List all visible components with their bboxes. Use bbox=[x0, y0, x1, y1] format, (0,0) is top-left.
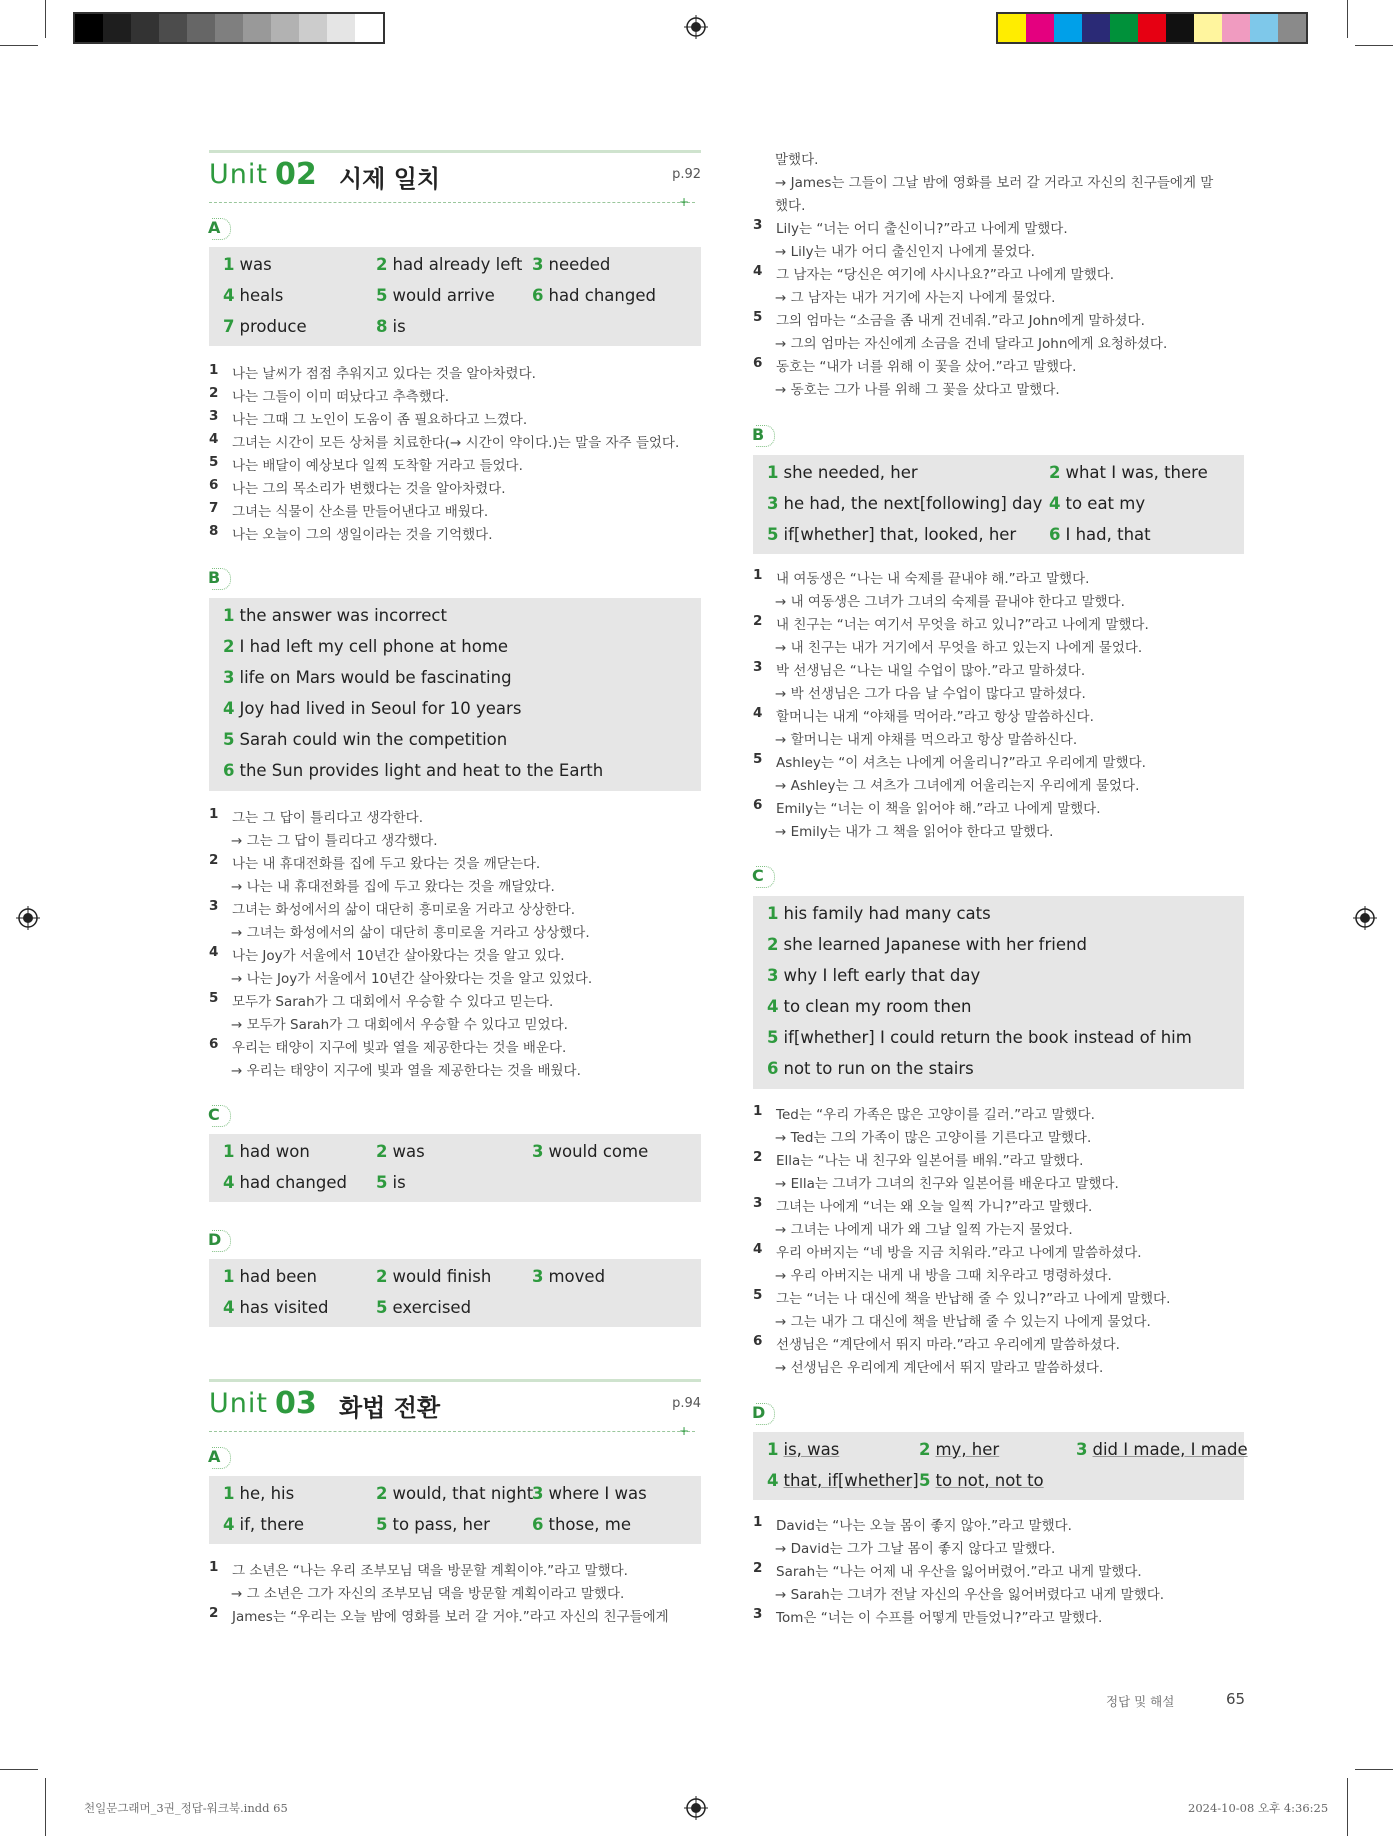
answer-item: 5 if[whether] I could return the book instead of him bbox=[767, 1028, 1192, 1047]
explanation-number: 3 bbox=[209, 408, 219, 424]
answer-item: 1 had won bbox=[223, 1142, 310, 1161]
crop-mark bbox=[1347, 0, 1348, 38]
explanation-text: Ashley는 “이 셔츠는 나에게 어울리니?”라고 우리에게 말했다. bbox=[776, 755, 1146, 771]
answer-item: 1 his family had many cats bbox=[767, 904, 991, 923]
explanation-number: 4 bbox=[753, 263, 763, 279]
crop-mark bbox=[1355, 1769, 1393, 1770]
section-label-d: D bbox=[752, 1401, 776, 1425]
answer-item: 5 to pass, her bbox=[376, 1515, 490, 1534]
plus-dot-icon: + bbox=[678, 195, 689, 209]
explanation-text: 할머니는 내게 “야채를 먹어라.”라고 항상 말씀하신다. bbox=[776, 709, 1094, 725]
explanation-text: Ted는 “우리 가족은 많은 고양이를 길러.”라고 말했다. bbox=[776, 1107, 1095, 1123]
explanation-number: 2 bbox=[753, 1560, 763, 1576]
color-swatch bbox=[1166, 14, 1194, 42]
unit-title: 화법 전환 bbox=[339, 1394, 441, 1422]
explanation-text: → Ashley는 그 셔츠가 그녀에게 어울리는지 우리에게 물었다. bbox=[775, 778, 1140, 794]
color-swatch bbox=[299, 14, 327, 42]
answer-item: 1 had been bbox=[223, 1267, 318, 1286]
grayscale-color-bar bbox=[73, 12, 385, 44]
color-swatch bbox=[1250, 14, 1278, 42]
color-swatch bbox=[327, 14, 355, 42]
explanation-text: 박 선생님은 “나는 내일 수업이 많아.”라고 말하셨다. bbox=[776, 663, 1086, 679]
explanation-number: 7 bbox=[209, 500, 219, 516]
unit-underline bbox=[209, 202, 695, 203]
page-number: 65 bbox=[1226, 1690, 1246, 1708]
answer-item: 3 did I made, I made bbox=[1076, 1440, 1248, 1459]
explanation-text: 우리 아버지는 “네 방을 지금 치워라.”라고 나에게 말씀하셨다. bbox=[776, 1245, 1142, 1261]
answer-item: 6 I had, that bbox=[1049, 525, 1151, 544]
answer-item: 8 is bbox=[376, 317, 406, 336]
explanation-text: → 그는 내가 그 대신에 책을 반납해 줄 수 있는지 나에게 물었다. bbox=[775, 1314, 1151, 1330]
registration-mark-icon bbox=[684, 1796, 708, 1820]
explanation-number: 1 bbox=[209, 1559, 219, 1575]
section-label-b: B bbox=[208, 566, 232, 590]
answer-item: 1 was bbox=[223, 255, 272, 274]
explanation-text: → Ella는 그녀가 그녀의 친구와 일본어를 배운다고 말했다. bbox=[775, 1176, 1119, 1192]
explanation-number: 5 bbox=[753, 1287, 763, 1303]
answer-item: 3 needed bbox=[532, 255, 611, 274]
answer-item: 7 produce bbox=[223, 317, 307, 336]
color-swatch bbox=[1222, 14, 1250, 42]
answer-box bbox=[209, 598, 701, 791]
answer-item: 2 was bbox=[376, 1142, 425, 1161]
explanation-text: → 할머니는 내게 야채를 먹으라고 항상 말씀하신다. bbox=[775, 732, 1078, 748]
explanation-text: → 내 여동생은 그녀가 그녀의 숙제를 끝내야 한다고 말했다. bbox=[775, 594, 1125, 610]
color-swatch bbox=[243, 14, 271, 42]
answer-box bbox=[753, 896, 1244, 1089]
explanation-number: 6 bbox=[753, 1333, 763, 1349]
explanation-number: 6 bbox=[209, 477, 219, 493]
color-swatch bbox=[355, 14, 383, 42]
explanation-text: → 나는 내 휴대전화를 집에 두고 왔다는 것을 깨달았다. bbox=[231, 879, 555, 895]
explanation-number: 1 bbox=[753, 1103, 763, 1119]
explanation-text: → Lily는 내가 어디 출신인지 나에게 물었다. bbox=[775, 244, 1035, 260]
unit-page-ref: p.92 bbox=[672, 167, 701, 182]
slug-timestamp: 2024-10-08 오후 4:36:25 bbox=[1188, 1801, 1329, 1815]
explanation-number: 2 bbox=[209, 1605, 219, 1621]
color-swatch bbox=[1026, 14, 1054, 42]
answer-item: 4 has visited bbox=[223, 1298, 329, 1317]
explanation-text: → 동호는 그가 나를 위해 그 꽃을 샀다고 말했다. bbox=[775, 382, 1060, 398]
explanation-text: 나는 오늘이 그의 생일이라는 것을 기억했다. bbox=[232, 527, 493, 543]
answer-box bbox=[753, 1432, 1248, 1500]
explanation-number: 4 bbox=[209, 431, 219, 447]
explanation-text: → 그의 엄마는 자신에게 소금을 건네 달라고 John에게 요청하셨다. bbox=[775, 336, 1168, 352]
explanation-text: 나는 그의 목소리가 변했다는 것을 알아차렸다. bbox=[232, 481, 506, 497]
answer-item: 2 what I was, there bbox=[1049, 463, 1208, 482]
answer-item: 3 he had, the next[following] day bbox=[767, 494, 1043, 513]
answer-item: 4 had changed bbox=[223, 1173, 347, 1192]
explanation-text: 그 남자는 “당신은 여기에 사시나요?”라고 나에게 말했다. bbox=[776, 267, 1115, 283]
color-swatch bbox=[1054, 14, 1082, 42]
color-swatch bbox=[271, 14, 299, 42]
answer-item: 1 she needed, her bbox=[767, 463, 918, 482]
explanation-text: → 내 친구는 내가 거기에서 무엇을 하고 있는지 나에게 물었다. bbox=[775, 640, 1143, 656]
unit-title: 시제 일치 bbox=[339, 165, 441, 193]
answer-box bbox=[753, 455, 1244, 554]
section-label-a: A bbox=[208, 216, 232, 240]
explanation-text: → 나는 Joy가 서울에서 10년간 살아왔다는 것을 알고 있었다. bbox=[231, 971, 593, 987]
registration-mark-icon bbox=[684, 15, 708, 39]
explanation-number: 5 bbox=[209, 454, 219, 470]
explanation-number: 6 bbox=[209, 1036, 219, 1052]
answer-item: 5 exercised bbox=[376, 1298, 472, 1317]
explanation-text: Ella는 “나는 내 친구와 일본어를 배워.”라고 말했다. bbox=[776, 1153, 1084, 1169]
answer-item: 5 Sarah could win the competition bbox=[223, 730, 508, 749]
explanation-number: 4 bbox=[209, 944, 219, 960]
explanation-number: 5 bbox=[753, 309, 763, 325]
explanation-text: → 그는 그 답이 틀리다고 생각했다. bbox=[231, 833, 438, 849]
answer-item: 4 that, if[whether] bbox=[767, 1471, 919, 1490]
unit-word: Unit bbox=[209, 1388, 268, 1419]
color-swatch bbox=[998, 14, 1026, 42]
explanation-text: 나는 내 휴대전화를 집에 두고 왔다는 것을 깨닫는다. bbox=[232, 856, 541, 872]
unit-02-header bbox=[209, 150, 701, 213]
explanation-text: James는 “우리는 오늘 밤에 영화를 보러 갈 거야.”라고 자신의 친구들에게 bbox=[232, 1609, 669, 1625]
explanation-text: 동호는 “내가 너를 위해 이 꽃을 샀어.”라고 말했다. bbox=[776, 359, 1077, 375]
section-label-a: A bbox=[208, 1445, 232, 1469]
color-swatch bbox=[1278, 14, 1306, 42]
slug-filename: 천일문그래머_3권_정답-워크북.indd 65 bbox=[84, 1801, 288, 1815]
color-swatch bbox=[215, 14, 243, 42]
crop-mark bbox=[1347, 1778, 1348, 1836]
explanation-text: 나는 그때 그 노인이 도움이 좀 필요하다고 느꼈다. bbox=[232, 412, 528, 428]
color-swatch bbox=[1138, 14, 1166, 42]
explanation-text: → Emily는 내가 그 책을 읽어야 한다고 말했다. bbox=[775, 824, 1054, 840]
explanation-number: 3 bbox=[753, 1606, 763, 1622]
explanation-number: 6 bbox=[753, 797, 763, 813]
color-swatch bbox=[187, 14, 215, 42]
explanation-text: 나는 날씨가 점점 추워지고 있다는 것을 알아차렸다. bbox=[232, 366, 536, 382]
explanation-number: 5 bbox=[753, 751, 763, 767]
explanation-text: → 우리는 태양이 지구에 빛과 열을 제공한다는 것을 배웠다. bbox=[231, 1063, 581, 1079]
answer-item: 5 to not, not to bbox=[919, 1471, 1044, 1490]
explanation-text: 우리는 태양이 지구에 빛과 열을 제공한다는 것을 배운다. bbox=[232, 1040, 567, 1056]
explanation-number: 3 bbox=[753, 217, 763, 233]
crop-mark bbox=[1355, 45, 1393, 46]
explanation-text: 그녀는 시간이 모든 상처를 치료한다(→ 시간이 약이다.)는 말을 자주 들었다. bbox=[232, 435, 680, 451]
answer-item: 3 moved bbox=[532, 1267, 606, 1286]
explanation-text: 그녀는 나에게 “너는 왜 오늘 일찍 가니?”라고 말했다. bbox=[776, 1199, 1093, 1215]
answer-item: 6 the Sun provides light and heat to the Earth bbox=[223, 761, 604, 780]
explanation-number: 3 bbox=[753, 659, 763, 675]
explanation-text: → 그녀는 나에게 내가 왜 그날 일찍 가는지 물었다. bbox=[775, 1222, 1073, 1238]
explanation-text: → 그녀는 화성에서의 삶이 대단히 흥미로울 거라고 상상했다. bbox=[231, 925, 590, 941]
answer-item: 2 my, her bbox=[919, 1440, 1000, 1459]
answer-item: 1 the answer was incorrect bbox=[223, 606, 447, 625]
explanation-text: → David는 그가 그날 몸이 좋지 않다고 말했다. bbox=[775, 1541, 1056, 1557]
unit-number: 02 bbox=[275, 157, 317, 192]
explanation-text: 내 여동생은 “나는 내 숙제를 끝내야 해.”라고 말했다. bbox=[776, 571, 1090, 587]
color-swatch bbox=[75, 14, 103, 42]
answer-item: 5 is bbox=[376, 1173, 406, 1192]
explanation-number: 1 bbox=[209, 362, 219, 378]
explanation-text: 모두가 Sarah가 그 대회에서 우승할 수 있다고 믿는다. bbox=[232, 994, 554, 1010]
explanation-number: 2 bbox=[209, 385, 219, 401]
answer-item: 4 to clean my room then bbox=[767, 997, 972, 1016]
crop-mark bbox=[0, 1769, 38, 1770]
color-swatch bbox=[1082, 14, 1110, 42]
explanation-text: 그녀는 식물이 산소를 만들어낸다고 배웠다. bbox=[232, 504, 489, 520]
explanation-text: David는 “나는 오늘 몸이 좋지 않아.”라고 말했다. bbox=[776, 1518, 1072, 1534]
color-swatch bbox=[103, 14, 131, 42]
answer-item: 1 is, was bbox=[767, 1440, 840, 1459]
explanation-text: → 선생님은 우리에게 계단에서 뛰지 말라고 말씀하셨다. bbox=[775, 1360, 1104, 1376]
answer-item: 4 if, there bbox=[223, 1515, 305, 1534]
explanation-text: 그의 엄마는 “소금을 좀 내게 건네줘.”라고 John에게 말하셨다. bbox=[776, 313, 1145, 329]
explanation-number: 2 bbox=[209, 852, 219, 868]
plus-dot-icon: + bbox=[678, 1424, 689, 1438]
explanation-text: 했다. bbox=[775, 198, 806, 214]
explanation-text: 말했다. bbox=[775, 152, 819, 168]
answer-item: 6 those, me bbox=[532, 1515, 631, 1534]
answer-item: 4 heals bbox=[223, 286, 284, 305]
answer-item: 4 Joy had lived in Seoul for 10 years bbox=[223, 699, 522, 718]
explanation-text: 그는 그 답이 틀리다고 생각한다. bbox=[232, 810, 423, 826]
explanation-text: → 우리 아버지는 내게 내 방을 그때 치우라고 명령하셨다. bbox=[775, 1268, 1112, 1284]
cmyk-color-bar bbox=[996, 12, 1308, 44]
crop-mark bbox=[45, 0, 46, 38]
explanation-text: 그녀는 화성에서의 삶이 대단히 흥미로울 거라고 상상한다. bbox=[232, 902, 576, 918]
answer-box bbox=[209, 247, 701, 346]
unit-underline bbox=[209, 1431, 695, 1432]
color-swatch bbox=[1110, 14, 1138, 42]
answer-item: 2 would finish bbox=[376, 1267, 492, 1286]
explanation-number: 3 bbox=[209, 898, 219, 914]
answer-box bbox=[209, 1134, 701, 1202]
explanation-number: 6 bbox=[753, 355, 763, 371]
explanation-text: 나는 그들이 이미 떠났다고 추측했다. bbox=[232, 389, 450, 405]
explanation-number: 5 bbox=[209, 990, 219, 1006]
answer-item: 2 she learned Japanese with her friend bbox=[767, 935, 1087, 954]
answer-item: 6 not to run on the stairs bbox=[767, 1059, 974, 1078]
crop-mark bbox=[45, 1778, 46, 1836]
answer-item: 2 would, that night bbox=[376, 1484, 534, 1503]
section-label-c: C bbox=[208, 1103, 232, 1127]
answer-item: 4 to eat my bbox=[1049, 494, 1146, 513]
explanation-text: 내 친구는 “너는 여기서 무엇을 하고 있니?”라고 나에게 말했다. bbox=[776, 617, 1149, 633]
answer-box bbox=[209, 1476, 701, 1544]
section-label-b: B bbox=[752, 423, 776, 447]
explanation-number: 4 bbox=[753, 1241, 763, 1257]
explanation-text: 그는 “너는 나 대신에 책을 반납해 줄 수 있니?”라고 나에게 말했다. bbox=[776, 1291, 1171, 1307]
color-swatch bbox=[159, 14, 187, 42]
answer-item: 5 would arrive bbox=[376, 286, 495, 305]
explanation-number: 1 bbox=[209, 806, 219, 822]
explanation-text: → 박 선생님은 그가 다음 날 수업이 많다고 말하셨다. bbox=[775, 686, 1086, 702]
explanation-number: 2 bbox=[753, 613, 763, 629]
explanation-text: → 모두가 Sarah가 그 대회에서 우승할 수 있다고 믿었다. bbox=[231, 1017, 568, 1033]
explanation-text: → 그 소년은 그가 자신의 조부모님 댁을 방문할 계획이라고 말했다. bbox=[231, 1586, 625, 1602]
answer-item: 3 why I left early that day bbox=[767, 966, 981, 985]
registration-mark-icon bbox=[16, 906, 40, 930]
explanation-text: 나는 배달이 예상보다 일찍 도착할 거라고 들었다. bbox=[232, 458, 523, 474]
explanation-number: 1 bbox=[753, 1514, 763, 1530]
explanation-number: 2 bbox=[753, 1149, 763, 1165]
explanation-text: Sarah는 “나는 어제 내 우산을 잃어버렸어.”라고 내게 말했다. bbox=[776, 1564, 1142, 1580]
explanation-text: Emily는 “너는 이 책을 읽어야 해.”라고 나에게 말했다. bbox=[776, 801, 1101, 817]
explanation-text: Tom은 “너는 이 수프를 어떻게 만들었니?”라고 말했다. bbox=[776, 1610, 1103, 1626]
crop-mark bbox=[0, 45, 38, 46]
explanation-number: 8 bbox=[209, 523, 219, 539]
answer-item: 6 had changed bbox=[532, 286, 656, 305]
explanation-text: 그 소년은 “나는 우리 조부모님 댁을 방문할 계획이야.”라고 말했다. bbox=[232, 1563, 628, 1579]
color-swatch bbox=[1194, 14, 1222, 42]
answer-item: 5 if[whether] that, looked, her bbox=[767, 525, 1017, 544]
explanation-text: → James는 그들이 그날 밤에 영화를 보러 갈 거라고 자신의 친구들에게 말 bbox=[775, 175, 1214, 191]
explanation-number: 3 bbox=[753, 1195, 763, 1211]
explanation-text: Lily는 “너는 어디 출신이니?”라고 나에게 말했다. bbox=[776, 221, 1068, 237]
answer-item: 3 life on Mars would be fascinating bbox=[223, 668, 512, 687]
explanation-text: → Sarah는 그녀가 전날 자신의 우산을 잃어버렸다고 내게 말했다. bbox=[775, 1587, 1165, 1603]
explanation-text: 나는 Joy가 서울에서 10년간 살아왔다는 것을 알고 있다. bbox=[232, 948, 565, 964]
answer-item: 1 he, his bbox=[223, 1484, 295, 1503]
explanation-text: → 그 남자는 내가 거기에 사는지 나에게 물었다. bbox=[775, 290, 1056, 306]
answer-item: 2 I had left my cell phone at home bbox=[223, 637, 509, 656]
answer-item: 2 had already left bbox=[376, 255, 523, 274]
unit-number: 03 bbox=[275, 1386, 317, 1421]
section-label-d: D bbox=[208, 1228, 232, 1252]
explanation-number: 1 bbox=[753, 567, 763, 583]
answer-item: 3 would come bbox=[532, 1142, 649, 1161]
footer-label: 정답 및 해설 bbox=[1106, 1694, 1175, 1709]
explanation-text: 선생님은 “계단에서 뛰지 마라.”라고 우리에게 말씀하셨다. bbox=[776, 1337, 1120, 1353]
explanation-number: 4 bbox=[753, 705, 763, 721]
answer-item: 3 where I was bbox=[532, 1484, 647, 1503]
explanation-text: → Ted는 그의 가족이 많은 고양이를 기른다고 말했다. bbox=[775, 1130, 1092, 1146]
answer-box bbox=[209, 1259, 701, 1327]
color-swatch bbox=[131, 14, 159, 42]
registration-mark-icon bbox=[1353, 906, 1377, 930]
unit-word: Unit bbox=[209, 159, 268, 190]
unit-page-ref: p.94 bbox=[672, 1396, 701, 1411]
unit-03-header bbox=[209, 1379, 701, 1442]
section-label-c: C bbox=[752, 864, 776, 888]
